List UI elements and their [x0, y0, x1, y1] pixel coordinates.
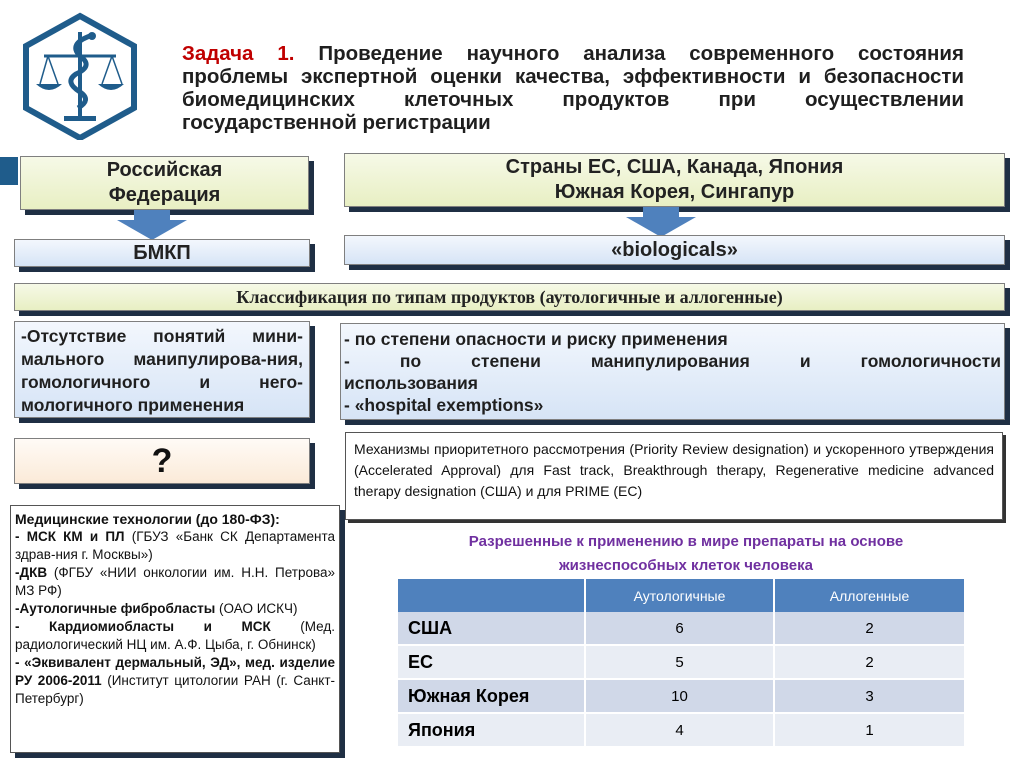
countries-line-1: Страны ЕС, США, Канада, Япония	[505, 156, 844, 178]
medical-technologies-box	[10, 505, 340, 753]
allogeneic-cell: 2	[775, 646, 964, 680]
biologicals-term-box: «biologicals»	[344, 235, 1005, 265]
medtech-item: -ДКВ (ФГБУ «НИИ онкологии им. Н.Н. Петрова» МЗ РФ)	[15, 565, 335, 598]
country-cell: США	[398, 612, 586, 646]
column-header: Аллогенные	[775, 579, 964, 612]
page-title	[182, 42, 964, 134]
task-label: Задача 1.	[182, 42, 295, 65]
classification-criteria-box	[340, 323, 1005, 420]
autologous-cell: 10	[586, 680, 775, 714]
question-box: ?	[14, 438, 310, 484]
country-cell: Япония	[398, 714, 586, 748]
approved-title-line-1: Разрешенные к применению в мире препараты на основе	[468, 533, 904, 550]
table-row	[398, 714, 964, 748]
rf-line-2: Федерация	[108, 184, 221, 206]
medtech-heading: Медицинские технологии (до 180-ФЗ):	[15, 511, 280, 527]
caduceus-scales-logo	[18, 12, 142, 140]
allogeneic-cell: 2	[775, 612, 964, 646]
allogeneic-cell: 3	[775, 680, 964, 714]
classification-box: Классификация по типам продуктов (аутологичные и аллогенные)	[14, 283, 1005, 311]
mechanisms-box: Механизмы приоритетного рассмотрения (Priority Review designation) и ускоренного утверждения (Accelerated Approval) для Fast track, Breakthrough therapy, Regenerative medicine advanced therapy designation (США) и для PRIME (ЕС)	[345, 432, 1003, 520]
rf-line-1: Российская	[106, 159, 223, 181]
bmkp-term-box: БМКП	[14, 239, 310, 267]
criterion-item: - по степени опасности и риску применения	[344, 329, 728, 349]
absence-of-concepts-box: -Отсутствие понятий мини-мального манипулирова-ния, гомологичного и него-мологичного применения	[14, 321, 310, 418]
column-header	[398, 579, 586, 612]
countries-line-2: Южная Корея, Сингапур	[554, 181, 795, 203]
criterion-item: использования	[344, 373, 478, 393]
criterion-item: - по степени манипулирования и гомологичности	[344, 351, 1001, 371]
table-row	[398, 680, 964, 714]
country-cell: ЕС	[398, 646, 586, 680]
medtech-item: - «Эквивалент дермальный, ЭД», мед. изделие РУ 2006-2011 (Институт цитологии РАН (г. Санкт-Петербург)	[15, 655, 336, 706]
column-header: Аутологичные	[586, 579, 775, 612]
medtech-item: - МСК КМ и ПЛ (ГБУЗ «Банк СК Департамента здрав-ния г. Москвы»)	[15, 529, 335, 562]
table-header-row	[398, 579, 964, 612]
slide-edge-tab	[0, 157, 18, 185]
russian-federation-box	[20, 156, 309, 210]
table-row	[398, 646, 964, 680]
approved-drugs-title	[398, 530, 974, 578]
autologous-cell: 5	[586, 646, 775, 680]
criterion-item: - «hospital exemptions»	[344, 395, 544, 415]
foreign-countries-box	[344, 153, 1005, 207]
country-cell: Южная Корея	[398, 680, 586, 714]
allogeneic-cell: 1	[775, 714, 964, 748]
approved-title-line-2: жизнеспособных клеток человека	[559, 557, 813, 574]
table-row	[398, 612, 964, 646]
autologous-cell: 4	[586, 714, 775, 748]
task-text: Проведение научного анализа современного состояния проблемы экспертной оценки качества, эффективности и безопасности биомедицинских клеточных продуктов при осуществлении государственной регистрации	[182, 42, 964, 134]
approved-drugs-table	[398, 579, 964, 748]
autologous-cell: 6	[586, 612, 775, 646]
medtech-item: - Кардиомиобласты и МСК (Мед. радиологический НЦ им. А.Ф. Цыба, г. Обнинск)	[15, 619, 336, 652]
medtech-item: -Аутологичные фибробласты (ОАО ИСКЧ)	[15, 601, 298, 616]
